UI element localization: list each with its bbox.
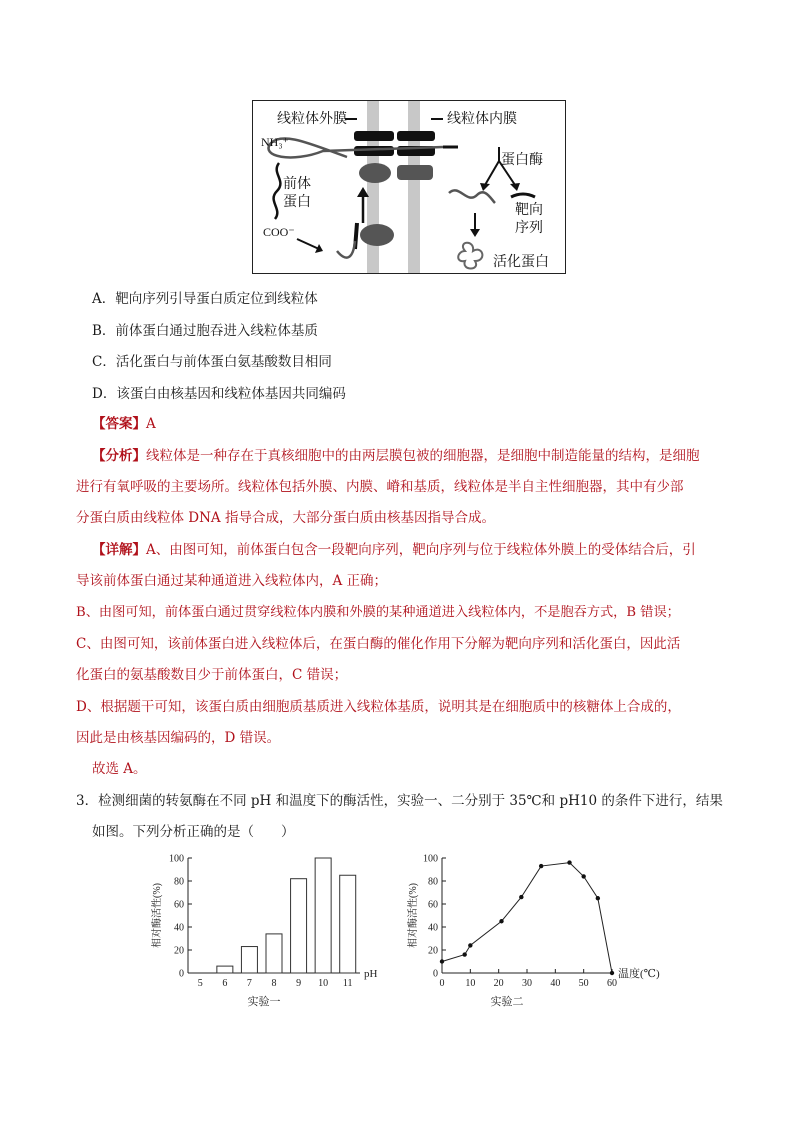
y-tick-label: 80	[174, 876, 184, 888]
y-tick-label: 40	[428, 922, 438, 934]
bar	[266, 934, 282, 973]
data-point	[610, 971, 614, 975]
bar	[291, 879, 307, 973]
series-line	[442, 863, 612, 973]
detail-line-4: C、由图可知，该前体蛋白进入线粒体后，在蛋白酶的催化作用下分解为靶向序列和活化蛋白，因此活	[76, 636, 681, 652]
x-tick-label: 5	[197, 978, 203, 989]
data-point	[567, 860, 571, 864]
y-tick-label: 100	[423, 853, 438, 865]
data-point	[539, 864, 543, 868]
x-tick-label: 10	[465, 978, 476, 989]
chart-caption: 实验一	[247, 996, 281, 1008]
protease-label: 蛋白酶	[501, 152, 543, 168]
option-a: A．靶向序列引导蛋白质定位到线粒体	[92, 291, 318, 307]
y-tick-label: 20	[428, 945, 438, 957]
ph-activity-bar-chart	[140, 848, 380, 1013]
x-tick-label: 0	[439, 978, 445, 989]
inner-membrane-band	[408, 101, 420, 273]
x-axis-label: pH	[364, 968, 378, 980]
target-seq-label-1: 靶向	[515, 202, 543, 218]
x-tick-label: 8	[271, 978, 277, 989]
option-c: C．活化蛋白与前体蛋白氨基酸数目相同	[92, 354, 332, 370]
analysis-tag: 【分析】	[92, 448, 146, 464]
detail-line-7: 因此是由核基因编码的，D 错误。	[76, 730, 281, 746]
analysis-line-3: 分蛋白质由线粒体 DNA 指导合成，大部分蛋白质由核基因指导合成。	[76, 510, 495, 526]
x-tick-label: 40	[550, 978, 561, 989]
outer-membrane-band	[367, 101, 379, 273]
bar	[340, 875, 356, 973]
precursor-label-1: 前体	[283, 176, 311, 192]
x-tick-label: 50	[578, 978, 589, 989]
y-tick-label: 0	[179, 968, 184, 980]
y-axis-label: 相对酶活性(%)	[152, 883, 163, 948]
detail-line-6: D、根据题干可知，该蛋白质由细胞质基质进入线粒体基质，说明其是在细胞质中的核糖体上合成的，	[76, 699, 681, 715]
y-tick-label: 80	[428, 876, 438, 888]
answer-value: A	[146, 416, 156, 432]
data-point	[581, 874, 585, 878]
temperature-activity-line-chart	[400, 848, 680, 1013]
y-tick-label: 40	[174, 922, 184, 934]
analysis-line-2: 进行有氧呼吸的主要场所。线粒体包括外膜、内膜、嵴和基质，线粒体是半自主性细胞器，其中有少部	[76, 479, 684, 495]
detail-line-2: 导该前体蛋白通过某种通道进入线粒体内，A 正确；	[76, 573, 388, 589]
chart-caption: 实验二	[490, 996, 524, 1008]
question3-line-2: 如图。下列分析正确的是（ ）	[92, 824, 295, 840]
x-axis-label: 温度(℃)	[618, 968, 660, 980]
y-tick-label: 60	[428, 899, 438, 911]
x-tick-label: 60	[607, 978, 617, 989]
mitochondria-import-diagram	[252, 100, 566, 274]
data-point	[596, 896, 600, 900]
question3-line-1: 3．检测细菌的转氨酶在不同 pH 和温度下的酶活性，实验一、二分别于 35℃和 pH10 的条件下进行，结果	[76, 793, 723, 809]
detail-tag: 【详解】	[92, 542, 146, 558]
bar	[217, 966, 233, 973]
detail-line-3: B、由图可知，前体蛋白通过贯穿线粒体内膜和外膜的某种通道进入线粒体内，不是胞吞方式，B 错误；	[76, 605, 680, 620]
inner-membrane-label: 线粒体内膜	[447, 111, 517, 127]
data-point	[499, 919, 503, 923]
data-point	[440, 959, 444, 963]
x-tick-label: 11	[342, 978, 353, 989]
x-tick-label: 20	[493, 978, 504, 989]
outer-membrane-label: 线粒体外膜	[277, 111, 347, 127]
detail-line-5: 化蛋白的氨基酸数目少于前体蛋白，C 错误；	[76, 667, 348, 683]
detail-text-1: A、由图可知，前体蛋白包含一段靶向序列，靶向序列与位于线粒体外膜上的受体结合后，引	[146, 542, 696, 558]
x-tick-label: 6	[222, 978, 228, 989]
data-point	[468, 943, 472, 947]
detail-line-8: 故选 A。	[92, 761, 147, 777]
bar	[315, 858, 331, 973]
data-point	[462, 952, 466, 956]
option-b: B．前体蛋白通过胞吞进入线粒体基质	[92, 323, 318, 339]
option-d: D．该蛋白由核基因和线粒体基因共同编码	[92, 386, 346, 402]
precursor-label-2: 蛋白	[283, 194, 311, 210]
analysis-line-1	[92, 446, 700, 466]
activated-protein-label: 活化蛋白	[493, 254, 549, 270]
answer-line	[92, 414, 156, 434]
y-axis-label: 相对酶活性(%)	[408, 883, 419, 948]
y-tick-label: 100	[169, 853, 184, 865]
y-tick-label: 20	[174, 945, 184, 957]
x-tick-label: 30	[522, 978, 532, 989]
target-seq-label-2: 序列	[515, 220, 543, 236]
data-point	[519, 895, 523, 899]
answer-tag: 【答案】	[92, 416, 146, 432]
analysis-text-1: 线粒体是一种存在于真核细胞中的由两层膜包被的细胞器，是细胞中制造能量的结构，是细胞	[146, 448, 700, 464]
x-tick-label: 7	[246, 978, 252, 989]
y-tick-label: 60	[174, 899, 184, 911]
x-tick-label: 9	[296, 978, 302, 989]
bar	[241, 947, 257, 973]
y-tick-label: 0	[433, 968, 438, 980]
coo-label: COO⁻	[263, 225, 295, 239]
nh3-label: NH₃⁺	[261, 135, 289, 149]
x-tick-label: 10	[318, 978, 329, 989]
detail-line-1	[92, 540, 696, 560]
